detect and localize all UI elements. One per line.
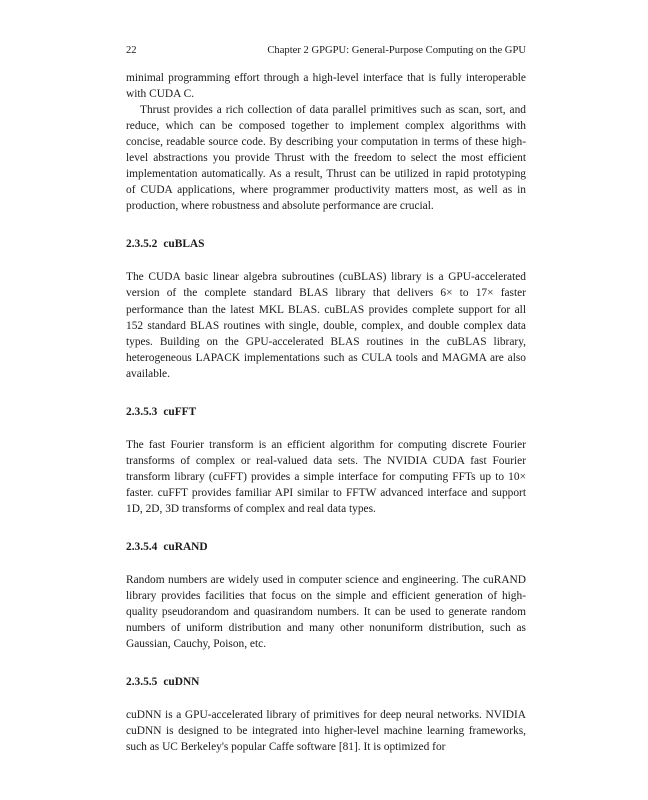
section-heading: [126, 674, 526, 690]
section-paragraph: The CUDA basic linear algebra subroutines (cuBLAS) library is a GPU-accelerated version of the complete standard BLAS library that delivers 6× to 17× faster performance than the latest MKL BLAS. cuBLAS provides complete support for all 152 standard BLAS routines with single, double, complex, and double complex data types. Building on the GPU-accelerated BLAS routines in the cuBLAS library, heterogeneous LAPACK implementations such as CULA tools and MAGMA are also available.: [126, 271, 526, 380]
section-number: 2.3.5.4: [126, 540, 158, 553]
thrust-paragraph: Thrust provides a rich collection of data parallel primitives such as scan, sort, and reduce, which can be composed together to implement complex algorithms with concise, readable source code. By describing your computation in terms of these high-level abstractions you provide Thrust with the freedom to select the most efficient implementation automatically. As a result, Thrust can be utilized in rapid prototyping of CUDA applications, where programmer productivity matters most, as well as in production, where robustness and absolute performance are crucial.: [126, 104, 526, 213]
continuation-paragraph: minimal programming effort through a high-level interface that is fully interoperable with CUDA C.: [126, 72, 526, 101]
section-title: cuRAND: [163, 540, 208, 553]
section-heading: [126, 236, 526, 252]
section-paragraph: cuDNN is a GPU-accelerated library of primitives for deep neural networks. NVIDIA cuDNN is designed to be integrated into higher-level machine learning frameworks, such as UC Berkeley's popular Caffe software [81]. It is optimized for: [126, 709, 526, 754]
section-curand: [126, 539, 526, 652]
section-number: 2.3.5.5: [126, 676, 158, 689]
section-number: 2.3.5.2: [126, 238, 158, 251]
body-text: [126, 70, 526, 755]
section-heading: [126, 539, 526, 555]
section-title: cuDNN: [163, 676, 200, 689]
section-paragraph: The fast Fourier transform is an efficient algorithm for computing discrete Fourier transforms of complex or real-valued data sets. The NVIDIA CUDA fast Fourier transform library (cuFFT) provides a simple interface for computing FFTs up to 10× faster. cuFFT provides familiar API similar to FFTW advanced interface and support 1D, 2D, 3D transforms of complex and real data types.: [126, 438, 526, 515]
section-cublas: [126, 236, 526, 381]
section-heading: [126, 404, 526, 420]
running-head: Chapter 2 GPGPU: General-Purpose Computing on the GPU: [267, 45, 526, 56]
section-paragraph: Random numbers are widely used in computer science and engineering. The cuRAND library provides facilities that focus on the simple and efficient generation of high-quality pseudorandom and quasirandom numbers. It can be used to generate random numbers of uniform distribution and many other nonuniform distribution, such as Gaussian, Cauchy, Poison, etc.: [126, 573, 526, 651]
section-number: 2.3.5.3: [126, 405, 158, 418]
page-header: [126, 43, 526, 59]
page-number: 22: [126, 45, 137, 56]
section-title: cuBLAS: [163, 238, 205, 251]
section-title: cuFFT: [163, 405, 197, 418]
section-cufft: [126, 404, 526, 517]
section-cudnn: [126, 674, 526, 755]
